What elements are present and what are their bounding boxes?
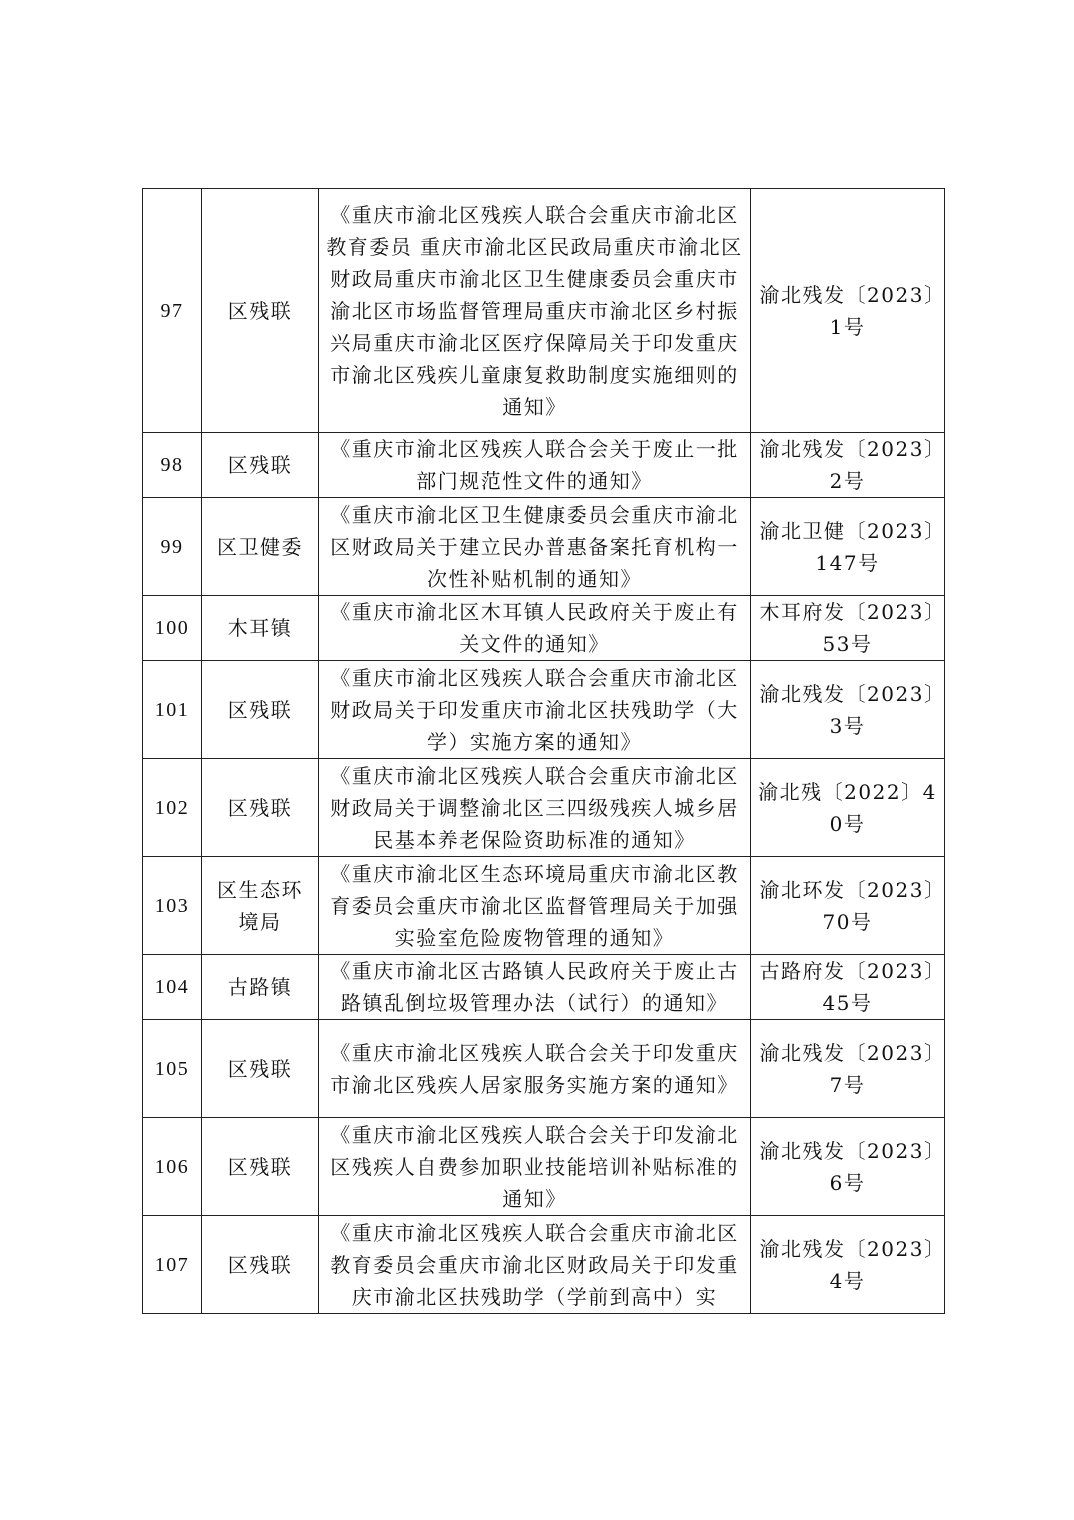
row-number: 101 — [143, 661, 202, 759]
table-row — [143, 661, 945, 759]
row-number: 104 — [143, 955, 202, 1020]
document-number: 渝北残发〔2023〕6号 — [751, 1118, 945, 1216]
department: 区残联 — [202, 1118, 319, 1216]
row-number: 107 — [143, 1216, 202, 1314]
document-number: 渝北残发〔2023〕7号 — [751, 1020, 945, 1118]
table-row — [143, 498, 945, 596]
department: 古路镇 — [202, 955, 319, 1020]
row-number: 103 — [143, 857, 202, 955]
document-title: 《重庆市渝北区古路镇人民政府关于废止古路镇乱倒垃圾管理办法（试行）的通知》 — [319, 955, 751, 1020]
table-row — [143, 1216, 945, 1314]
document-title: 《重庆市渝北区残疾人联合会关于印发重庆市渝北区残疾人居家服务实施方案的通知》 — [319, 1020, 751, 1118]
document-title: 《重庆市渝北区残疾人联合会重庆市渝北区财政局关于印发重庆市渝北区扶残助学（大学）实施方案的通知》 — [319, 661, 751, 759]
department: 区卫健委 — [202, 498, 319, 596]
table-row — [143, 1020, 945, 1118]
table-row — [143, 596, 945, 661]
department: 区生态环境局 — [202, 857, 319, 955]
department: 区残联 — [202, 433, 319, 498]
department: 区残联 — [202, 1020, 319, 1118]
document-number: 渝北残发〔2023〕3号 — [751, 661, 945, 759]
table-row — [143, 857, 945, 955]
document-title: 《重庆市渝北区生态环境局重庆市渝北区教育委员会重庆市渝北区监督管理局关于加强实验室危险废物管理的通知》 — [319, 857, 751, 955]
row-number: 102 — [143, 759, 202, 857]
document-number: 渝北卫健〔2023〕147号 — [751, 498, 945, 596]
document-title: 《重庆市渝北区残疾人联合会关于废止一批部门规范性文件的通知》 — [319, 433, 751, 498]
department: 区残联 — [202, 189, 319, 433]
document-number: 渝北残发〔2023〕2号 — [751, 433, 945, 498]
document-title: 《重庆市渝北区残疾人联合会重庆市渝北区财政局关于调整渝北区三四级残疾人城乡居民基本养老保险资助标准的通知》 — [319, 759, 751, 857]
table-row — [143, 189, 945, 433]
document-title: 《重庆市渝北区残疾人联合会重庆市渝北区教育委员 重庆市渝北区民政局重庆市渝北区财政局重庆市渝北区卫生健康委员会重庆市渝北区市场监督管理局重庆市渝北区乡村振兴局重庆市渝北区医疗保障局关于印发重庆市渝北区残疾儿童康复救助制度实施细则的通知》 — [319, 189, 751, 433]
row-number: 106 — [143, 1118, 202, 1216]
document-number: 渝北残〔2022〕40号 — [751, 759, 945, 857]
department: 区残联 — [202, 1216, 319, 1314]
document-number: 木耳府发〔2023〕53号 — [751, 596, 945, 661]
row-number: 105 — [143, 1020, 202, 1118]
document-number: 渝北残发〔2023〕4号 — [751, 1216, 945, 1314]
department: 区残联 — [202, 759, 319, 857]
row-number: 100 — [143, 596, 202, 661]
table-row — [143, 1118, 945, 1216]
document-title: 《重庆市渝北区残疾人联合会关于印发渝北区残疾人自费参加职业技能培训补贴标准的通知》 — [319, 1118, 751, 1216]
document-number: 古路府发〔2023〕45号 — [751, 955, 945, 1020]
regulation-table — [142, 188, 945, 1314]
document-title: 《重庆市渝北区卫生健康委员会重庆市渝北区财政局关于建立民办普惠备案托育机构一次性补贴机制的通知》 — [319, 498, 751, 596]
row-number: 98 — [143, 433, 202, 498]
row-number: 97 — [143, 189, 202, 433]
row-number: 99 — [143, 498, 202, 596]
document-number: 渝北残发〔2023〕1号 — [751, 189, 945, 433]
department: 木耳镇 — [202, 596, 319, 661]
department: 区残联 — [202, 661, 319, 759]
table-row — [143, 759, 945, 857]
table-row — [143, 433, 945, 498]
document-title: 《重庆市渝北区木耳镇人民政府关于废止有关文件的通知》 — [319, 596, 751, 661]
document-number: 渝北环发〔2023〕70号 — [751, 857, 945, 955]
document-title: 《重庆市渝北区残疾人联合会重庆市渝北区教育委员会重庆市渝北区财政局关于印发重庆市渝北区扶残助学（学前到高中）实 — [319, 1216, 751, 1314]
table-row — [143, 955, 945, 1020]
